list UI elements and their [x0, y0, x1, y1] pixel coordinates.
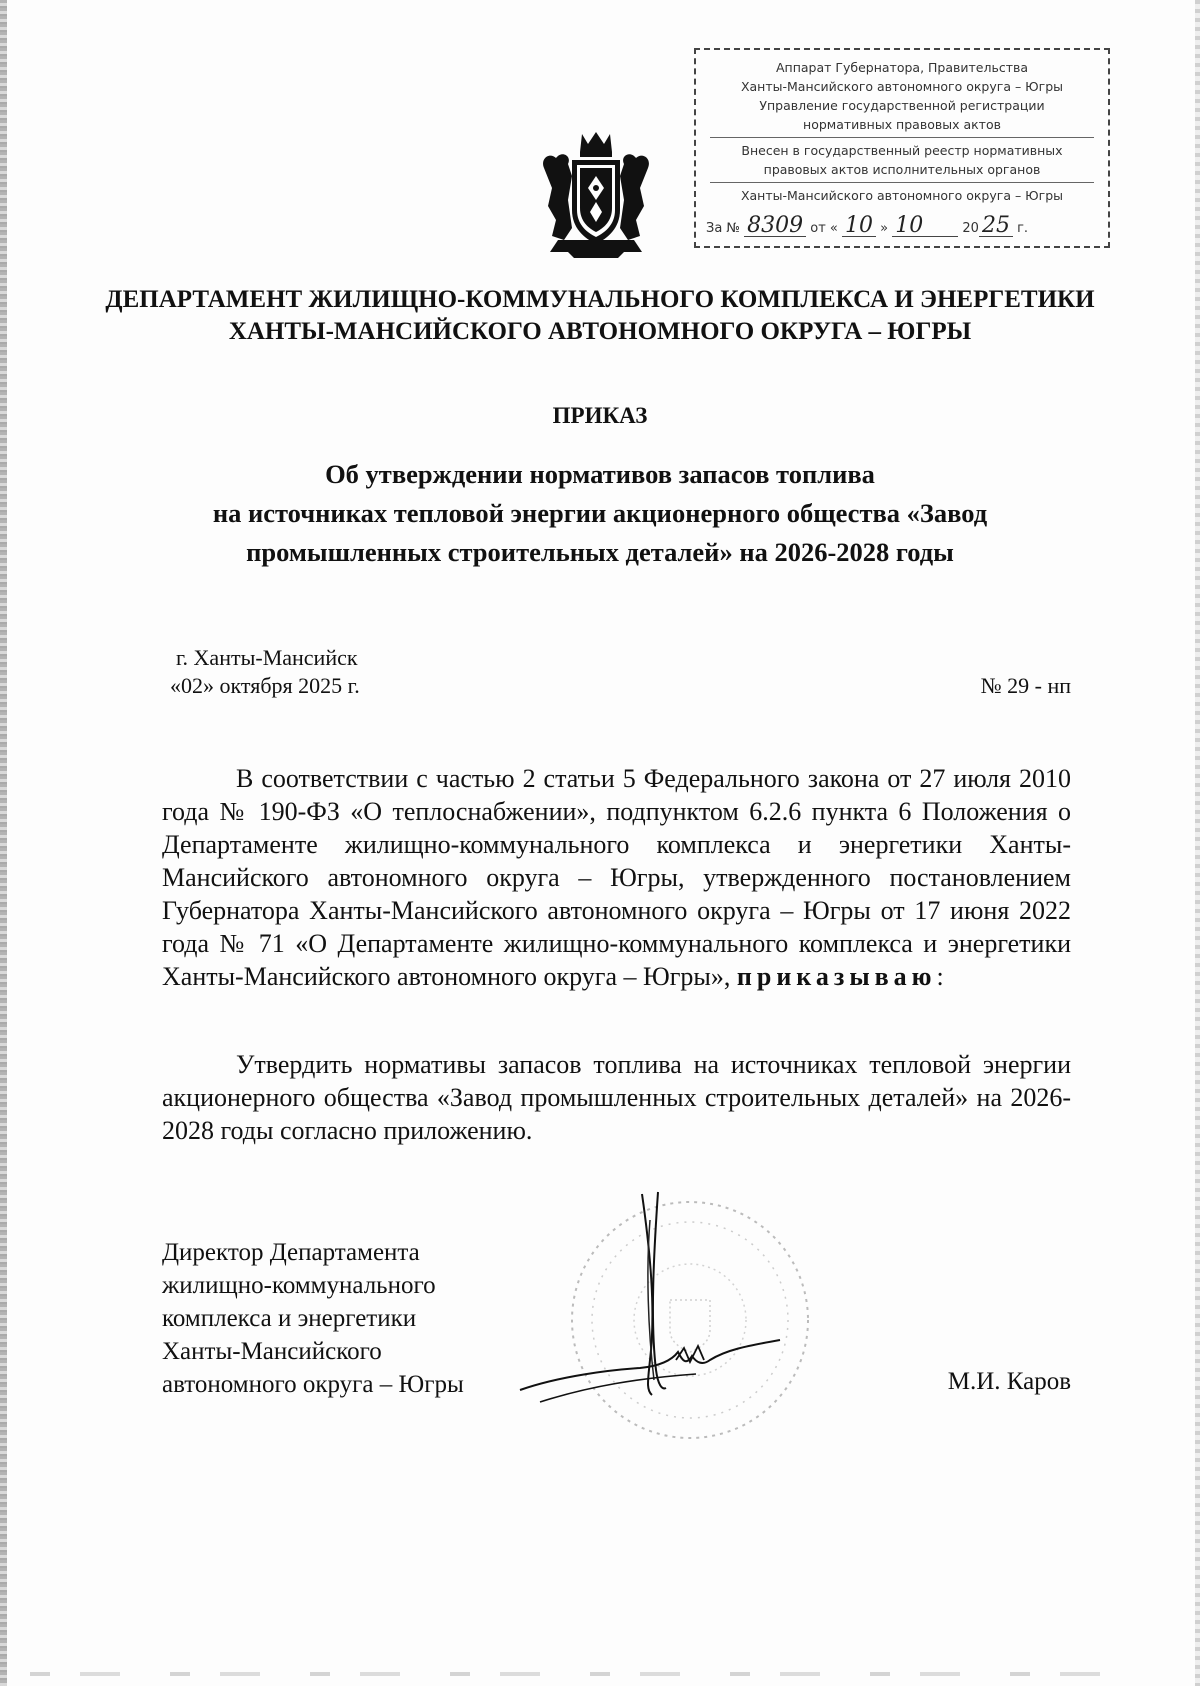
stamp-line: Управление государственной регистрации — [759, 98, 1045, 113]
scan-footer-marks — [30, 1672, 1130, 1676]
department-line: ХАНТЫ-МАНСИЙСКОГО АВТОНОМНОГО ОКРУГА – ЮГРЫ — [228, 318, 972, 345]
stamp-line: правовых актов исполнительных органов — [763, 162, 1041, 177]
registration-stamp — [694, 48, 1110, 248]
reg-number: 8309 — [744, 216, 806, 237]
preamble-text: В соответствии с частью 2 статьи 5 Федерального закона от 27 июля 2010 года № 190-ФЗ «О теплоснабжении», подпунктом 6.2.6 пункта 6 Положения о Департаменте жилищно-коммунального комплекса и энергетики Ханты-Мансийского автономного округа – Югры, утвержденного постановлением Губернатора Ханты-Мансийского автономного округа – Югры от 17 июня 2022 года № 71 «О Департаменте жилищно-коммунального комплекса и энергетики Ханты-Мансийского автономного округа – Югры», — [162, 764, 1071, 991]
signer-line: Директор Департамента — [162, 1239, 420, 1266]
document-date: «02» октября 2025 г. — [170, 673, 360, 698]
stamp-line: Ханты-Мансийского автономного округа – Югры — [740, 188, 1064, 203]
document-title — [100, 455, 1100, 572]
scan-edge-right — [1195, 0, 1200, 1686]
signer-position — [162, 1236, 562, 1401]
document-number: № 29 - нп — [980, 673, 1071, 698]
title-line: промышленных строительных деталей» на 2026-2028 годы — [246, 537, 954, 567]
signer-line: жилищно-коммунального — [162, 1272, 436, 1299]
stamp-line: Внесен в государственный реестр нормативных — [741, 143, 1063, 158]
preamble-paragraph — [162, 762, 1071, 993]
order-paragraph: Утвердить нормативы запасов топлива на источниках тепловой энергии акционерного общества «Завод промышленных строительных деталей» на 2026-2028 годы согласно приложению. — [162, 1050, 1071, 1145]
document-type: ПРИКАЗ — [552, 403, 648, 428]
stamp-line: Аппарат Губернатора, Правительства — [775, 60, 1029, 75]
reg-month: 10 — [892, 216, 958, 237]
reg-from: от « — [810, 221, 838, 236]
coat-of-arms-icon — [538, 128, 654, 260]
place-of-issue: г. Ханты-Мансийск — [176, 645, 358, 670]
title-line: Об утверждении нормативов запасов топлива — [325, 459, 875, 489]
reg-year-prefix: 20 — [962, 221, 979, 236]
reg-year: 25 — [979, 216, 1013, 237]
preamble-tail: : — [936, 962, 944, 991]
department-line: ДЕПАРТАМЕНТ ЖИЛИЩНО-КОММУНАЛЬНОГО КОМПЛЕКСА И ЭНЕРГЕТИКИ — [105, 286, 1095, 313]
reg-sep: » — [880, 221, 889, 236]
stamp-line: Ханты-Мансийского автономного округа – Югры — [740, 79, 1064, 94]
reg-prefix: За № — [706, 221, 740, 236]
signer-line: автономного округа – Югры — [162, 1371, 464, 1398]
registration-number-line — [706, 213, 1098, 238]
reg-day: 10 — [842, 216, 876, 237]
order-keyword: приказываю — [736, 962, 937, 991]
reg-suffix: г. — [1017, 221, 1029, 236]
scan-edge-left — [0, 0, 7, 1686]
signer-line: комплекса и энергетики — [162, 1305, 417, 1332]
stamp-divider — [710, 137, 1094, 138]
stamp-line: нормативных правовых актов — [803, 117, 1001, 132]
stamp-divider — [710, 182, 1094, 183]
signer-line: Ханты-Мансийского — [162, 1338, 382, 1365]
title-line: на источниках тепловой энергии акционерного общества «Завод — [212, 498, 988, 528]
signer-name: М.И. Каров — [947, 1368, 1071, 1395]
department-header — [60, 284, 1140, 348]
